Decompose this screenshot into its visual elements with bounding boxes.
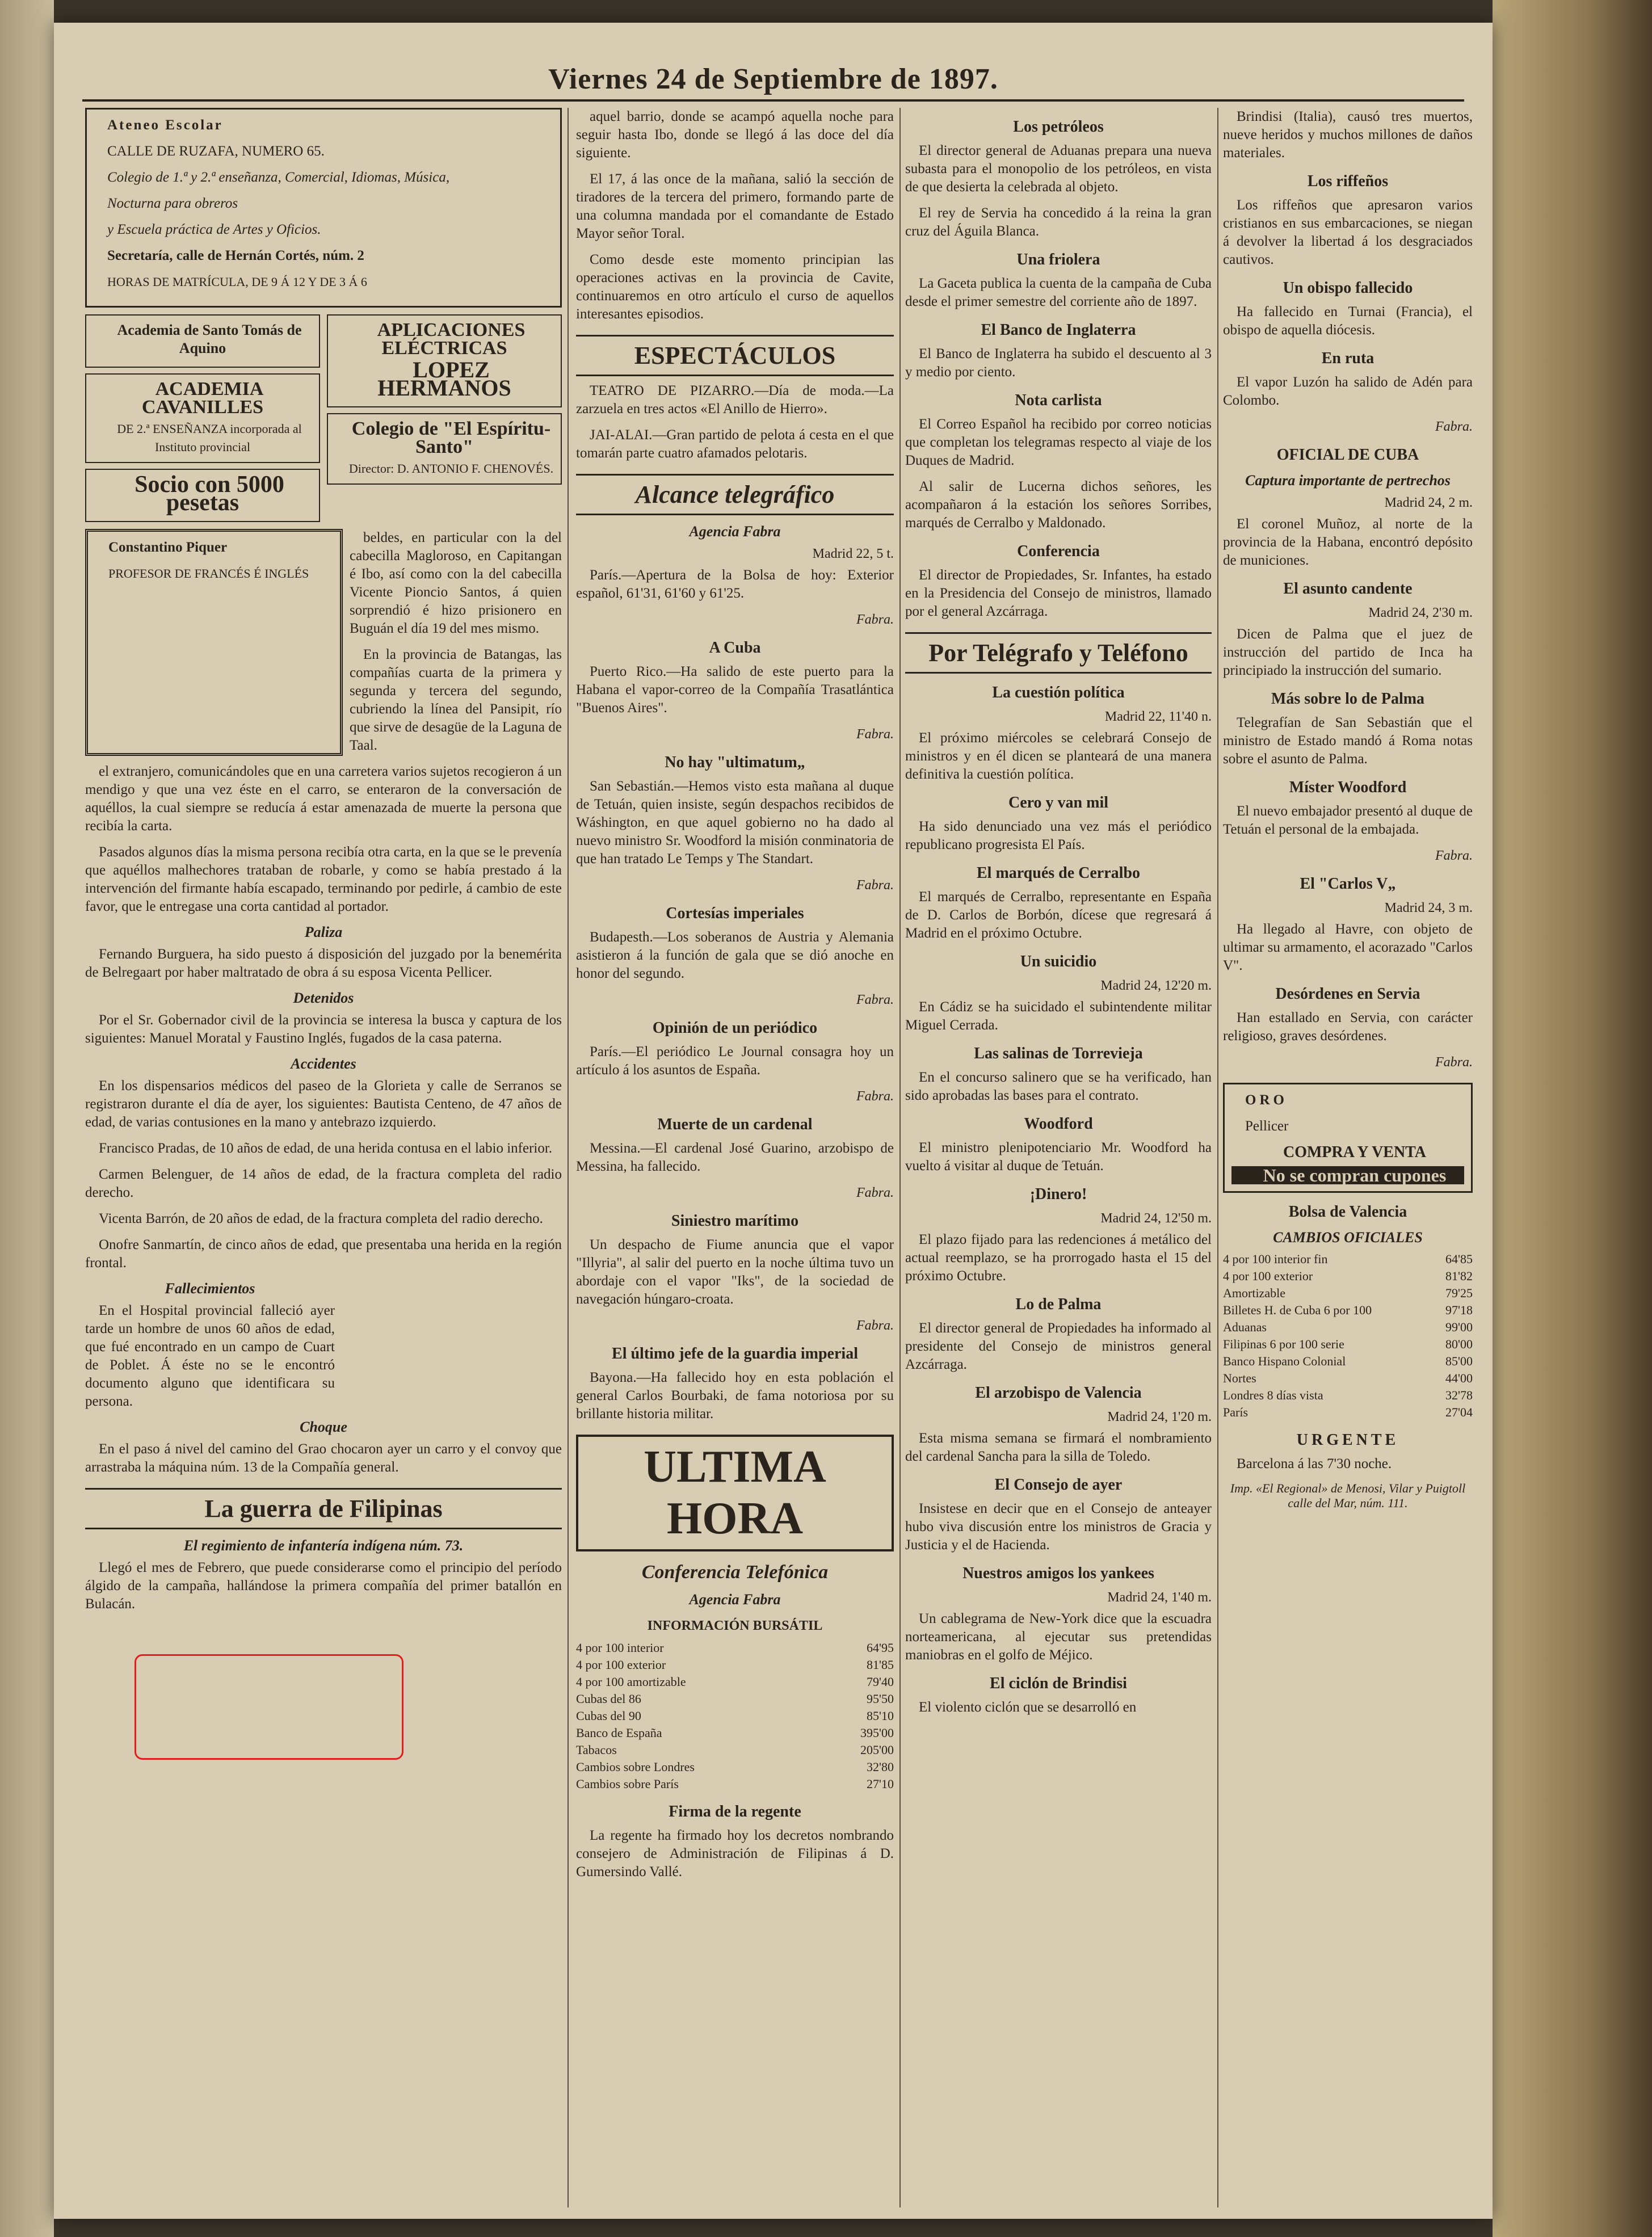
accidentes-heading: Accidentes	[291, 1056, 356, 1072]
friolera-heading: Una friolera	[1016, 251, 1100, 268]
conferencia-heading: Conferencia Telefónica	[641, 1562, 829, 1583]
woodford-heading: Woodford	[1024, 1115, 1093, 1133]
column-3: Los petróleos El director general de Aduanas prepara una nueva subasta para el monopolio de los petróleos, en vista de que desierta la celebrada al objeto. El rey de Servia ha concedido á la reina la gran cruz del Águila Blanca. Una friolera La Gaceta publica la cuenta de la campaña de Cuba desde el primer semestre del corriente año de 1897. El Banco de Inglaterra El Banco de Inglaterra ha subido el descuento al 3 y medio por ciento. Nota carlista El Correo Español ha recibido por correo noticias que completan los telegramas respecto al viaje de los Duques de Madrid. Al salir de Lucerna dichos señores, les acompañaron á la estación los señores Sorribes, marqués de Cerralbo y Maldonado. Conferencia El director de Propiedades, Sr. Infantes, ha estado en la Presidencia del Consejo de ministros, llamado por el general Azcárraga. Por Telégrafo y Teléfono La cuestión política Madrid 22, 11'40 n. El próximo miércoles se celebrará Consejo de ministros y en él dicen se planteará de una manera definitiva la cuestión política. Cero y van mil Ha sido denunciado una vez más el periódico republicano progresista El País. El marqués de Cerralbo El marqués de Cerralbo, representante en España de D. Carlos de Borbón, dícese que regresará á Madrid en el próximo Octubre. Un suicidio Madrid 24, 12'20 m. En Cádiz se ha suicidado el subintendente militar Miguel Cerrada. Las salinas de Torrevieja En el concurso salinero que se ha verificado, han sido aprobadas las bases para el contrato. Woodford El ministro plenipotenciario Mr. Woodford ha vuelto á visitar al duque de Tetuán. ¡Dinero! Madrid 24, 12'50 m. El plazo fijado para las redenciones á metálico del actual reemplazo, se ha prorrogado hasta el 15 del próximo Octubre. Lo de Palma El director general de Propiedades ha informado al presidente del Consejo de ministros general Azcárraga. El arzobispo de Valencia Madrid 24, 1'20 m. Esta misma semana se firmará el nombramiento del cardenal Sancha para la silla de Toledo. El Consejo de ayer Insistese en decir que en el Consejo de anteayer hubo viva discusión entre los ministros de Gracia y Justicia y el de Hacienda. Nuestros amigos los yankees Madrid 24, 1'40 m. Un cablegrama de New-York dice que la escuadra norteamericana, al ejecutar sus pretendidas maniobras en el golfo de Méjico. El ciclón de Brindisi El violento ciclón que se desarrolló en	[905, 118, 1212, 1715]
academia-santo-tomas-title: Academia de Santo Tomás de Aquino	[117, 322, 302, 356]
fallecimientos-item	[85, 1280, 335, 1411]
desordenes-heading: Desórdenes en Servia	[1275, 985, 1420, 1003]
no-hay-ultimatum-heading: No hay "ultimatum„	[665, 754, 805, 771]
socio-title: Socio con 5000 pesetas	[134, 472, 284, 516]
academia-cavanilles-title: ACADEMIA CAVANILLES	[141, 379, 264, 418]
ateneo-line1: Colegio de 1.ª y 2.ª enseñanza, Comercial, Idiomas, Música,	[107, 170, 450, 185]
cortesias-heading: Cortesías imperiales	[666, 905, 804, 922]
market-value: 44'00	[1445, 1371, 1473, 1385]
market-row	[576, 1708, 894, 1725]
pellicer-title: Pellicer	[1245, 1118, 1289, 1134]
arzobispo-heading: El arzobispo de Valencia	[975, 1384, 1142, 1402]
market-row	[576, 1725, 894, 1742]
market-row	[576, 1639, 894, 1656]
market-value: 80'00	[1445, 1337, 1473, 1351]
ateneo-address: CALLE DE RUZAFA, NUMERO 65.	[107, 144, 325, 159]
imprenta-footer: Imp. «El Regional» de Menosi, Vilar y Puigtoll calle del Mar, núm. 111.	[1230, 1481, 1466, 1510]
market-value: 79'25	[1445, 1286, 1473, 1300]
market-value: 95'50	[867, 1692, 894, 1706]
compra-venta: COMPRA Y VENTA	[1283, 1143, 1426, 1161]
market-value: 85'10	[867, 1709, 894, 1723]
banco-heading: El Banco de Inglaterra	[981, 321, 1136, 339]
market-row	[1223, 1302, 1473, 1319]
market-value: 64'95	[867, 1641, 894, 1655]
cero-heading: Cero y van mil	[1008, 794, 1109, 811]
ateneo-secretaria: Secretaría, calle de Hernán Cortés, núm. 2	[107, 248, 364, 263]
left-ads-stack	[85, 314, 320, 522]
oro-title: ORO	[1245, 1092, 1288, 1108]
marques-heading: El marqués de Cerralbo	[976, 864, 1141, 882]
market-label: 4 por 100 interior	[576, 1641, 664, 1655]
agencia-fabra-2: Agencia Fabra	[689, 1591, 781, 1608]
market-value: 79'40	[867, 1675, 894, 1689]
guerra-filipinas-heading: La guerra de Filipinas	[85, 1488, 562, 1529]
market-value: 99'00	[1445, 1320, 1473, 1334]
fallecimientos-text: En el Hospital provincial falleció ayer tarde un hombre de unos 60 años de edad, que fué encontrado en un campo de Cuart de Poblet. Á éste no se le encontró documento alguno que identificara su persona.	[85, 1303, 335, 1409]
consejo-heading: El Consejo de ayer	[994, 1476, 1123, 1494]
market-row	[576, 1742, 894, 1759]
column-1: Ateneo Escolar CALLE DE RUZAFA, NUMERO 65. Colegio de 1.ª y 2.ª enseñanza, Comercial, Idiomas, Música, Nocturna para obreros y Escuela práctica de Artes y Oficios. Secretaría, calle de Hernán Cortés, núm. 2 HORAS DE MATRÍCULA, DE 9 Á 12 Y DE 3 Á 6 Academia de Santo Tomás de Aquino ACADEMIA CAVANILLES DE 2.ª ENSEÑANZA incorporada al Instituto provincial Socio con 5000 pesetas APLICACIONES ELÉCTRICAS LOPEZ HERMANOS Colegio de "El Espíritu-Santo" Director: D. ANTONIO F. CHENOVÉS. Constantino Piquer PROFESOR DE FRANCÉS É INGLÉS beldes, en particular con la del cabecilla Magloroso, en Capitangan é Ibo, así como con la del cabecilla Vicente Pioncio Santos, á quien sorprendió é hizo prisionero en Buguán el día 19 del mes mismo. En la provincia de Batangas, las compañías cuarta de la primera y segunda y tercera del segundo, cubriendo la línea del Pansipit, río que sirve de desagüe de la Laguna de Taal. el extranjero, comunicándoles que en una carretera varios sujetos recogieron á un mendigo y que una vez éste en el carro, se enteraron de la conversación de aquéllos, la cual siempre se reducía á estar amenazada de muerte la persona que recibía la carta. Pasados algunos días la misma persona recibía otra carta, en la que se le prevenía que aquéllos malhechores trataban de robarle, y como se había prestado á la intervención del firmante había escapado, terminando por pedirle, á cambio de este favor, que le entregase una corta cantidad al portador. Paliza Fernando Burguera, ha sido puesto á disposición del juzgado por la benemérita de Belregaart por haber maltratado de obra á su esposa Vicenta Pellicer. Detenidos Por el Sr. Gobernador civil de la provincia se interesa la busca y captura de los siguientes: Manuel Moratal y Faustino Inglés, fugados de la casa paterna. Accidentes En los dispensarios médicos del paseo de la Glorieta y calle de Serranos se registraron durante el día de ayer, los siguientes: Bautista Centeno, de 47 años de edad, de varias contusiones en la mano y antebrazo izquierdo. Francisco Pradas, de 10 años de edad, de una herida contusa en el labio inferior. Carmen Belenguer, de 14 años de edad, de la fractura completa del radio derecho. Vicenta Barrón, de 20 años de edad, de la fractura completa del radio derecho. Onofre Sanmartín, de cinco años de edad, que presentaba una herida en la región frontal. Fallecimientos En el Hospital provincial falleció ayer tarde un hombre de unos 60 años de edad, que fué encontrado en un campo de Cuart de Poblet. Á éste no se le encontró documento alguno que identificara su persona. Choque En el paso á nivel del camino del Grao chocaron ayer un carro y el convoy que arrastraba la máquina núm. 13 de la Compañía general. La guerra de Filipinas El regimiento de infantería indígena núm. 73. Llegó el mes de Febrero, que puede considerarse como el principio del período álgido de la campaña, hallándose la primera compañía del primer batallón en Bulacán.	[85, 108, 562, 2207]
market-label: París	[1223, 1405, 1248, 1419]
market-value: 64'85	[1445, 1252, 1473, 1266]
market-row	[1223, 1370, 1473, 1387]
market-label: Banco de España	[576, 1726, 662, 1740]
market-label: Cambios sobre Londres	[576, 1760, 695, 1774]
valencia-table	[1223, 1251, 1473, 1421]
piquer-row	[85, 529, 562, 763]
urgente-heading: URGENTE	[1296, 1431, 1399, 1449]
dateline-rule	[82, 99, 1464, 102]
riffenos-heading: Los riffeños	[1307, 173, 1389, 190]
paliza-heading: Paliza	[304, 924, 343, 940]
mas-palma-heading: Más sobre lo de Palma	[1271, 690, 1425, 708]
market-value: 81'82	[1445, 1269, 1473, 1283]
dateline: Viernes 24 de Septiembre de 1897.	[548, 63, 998, 95]
academia-santo-tomas-ad	[85, 314, 320, 368]
column-4: Brindisi (Italia), causó tres muertos, nueve heridos y muchos millones de daños materiales. Los riffeños Los riffeños que apresaron varios cristianos en sus embarcaciones, se niegan á devolver la libertad á los desgraciados cautivos. Un obispo fallecido Ha fallecido en Turnai (Francia), el obispo de aquella diócesis. En ruta El vapor Luzón ha salido de Adén para Colombo. Fabra. OFICIAL DE CUBA Captura importante de pertrechos Madrid 24, 2 m. El coronel Muñoz, al norte de la provincia de la Habana, encontró depósito de municiones. El asunto candente Madrid 24, 2'30 m. Dicen de Palma que el juez de instrucción del partido de Inca ha principiado la instrucción del sumario. Más sobre lo de Palma Telegrafían de San Sebastián que el ministro de Estado mandó á Roma notas sobre el asunto de Palma. Míster Woodford El nuevo embajador presentó al duque de Tetuán el personal de la embajada. Fabra. El "Carlos V„ Madrid 24, 3 m. Ha llegado al Havre, con objeto de ultimar su armamento, el acorazado "Carlos V". Desórdenes en Servia Han estallado en Servia, con carácter religioso, graves desórdenes. Fabra. ORO Pellicer COMPRA Y VENTA No se compran cupones Bolsa de Valencia CAMBIOS OFICIALES 4 por 100 interior fin 64'85 4 por 100 exterior 81'82 Amortizable 79'25 Billetes H. de Cuba 6 por 100 97'18 Aduanas 99'00 Filipinas 6 por 100 serie 80'00 Banco Hispano Colonial 85'00 Nortes 44'00 Londres 8 días vista 32'78 París 27'04 URGENTE Barcelona á las 7'30 noche. Imp. «El Regional» de Menosi, Vilar y Puigtoll calle del Mar, núm. 111.	[1223, 109, 1473, 1510]
market-label: Cubas del 86	[576, 1692, 641, 1706]
academia-cavanilles-sub: DE 2.ª ENSEÑANZA incorporada al Instituto provincial	[117, 422, 302, 454]
bursatil-table	[576, 1639, 894, 1793]
colegio-title: Colegio de "El Espíritu-Santo"	[351, 418, 551, 457]
piquer-sub: PROFESOR DE FRANCÉS É INGLÉS	[108, 566, 309, 581]
carlos-heading: El "Carlos V„	[1300, 875, 1396, 893]
market-label: Aduanas	[1223, 1320, 1267, 1334]
agencia-heading: Agencia Fabra	[689, 523, 781, 540]
market-row	[1223, 1387, 1473, 1404]
ciclon-heading: El ciclón de Brindisi	[990, 1675, 1127, 1692]
socio-ad	[85, 469, 320, 522]
regimiento-heading: El regimiento de infantería indígena núm. 73.	[183, 1537, 464, 1554]
a-cuba-heading: A Cuba	[709, 639, 761, 657]
choque-heading: Choque	[300, 1419, 347, 1435]
dinero-heading: ¡Dinero!	[1029, 1185, 1087, 1203]
piquer-ad	[85, 529, 343, 756]
market-value: 395'00	[860, 1726, 894, 1740]
market-row	[576, 1759, 894, 1776]
market-row	[576, 1673, 894, 1691]
amigos-heading: Nuestros amigos los yankees	[962, 1565, 1154, 1582]
market-value: 32'80	[867, 1760, 894, 1774]
market-label: Filipinas 6 por 100 serie	[1223, 1337, 1344, 1351]
market-value: 85'00	[1445, 1354, 1473, 1368]
ateneo-ad	[85, 108, 562, 308]
conferencia-heading-col3: Conferencia	[1017, 543, 1100, 560]
piquer-title: Constantino Piquer	[108, 540, 228, 555]
petroleos-heading: Los petróleos	[1013, 118, 1104, 136]
market-row	[1223, 1319, 1473, 1336]
market-row	[1223, 1285, 1473, 1302]
oficial-heading: OFICIAL DE CUBA	[1276, 446, 1419, 464]
academia-cavanilles-ad	[85, 373, 320, 463]
market-label: 4 por 100 amortizable	[576, 1675, 686, 1689]
opinion-heading: Opinión de un periódico	[652, 1019, 818, 1037]
telegrafo-heading: Por Telégrafo y Teléfono	[905, 632, 1212, 674]
market-row	[1223, 1268, 1473, 1285]
column-2: aquel barrio, donde se acampó aquella noche para seguir hasta Ibo, donde se llegó á las doce del día siguiente. El 17, á las once de la mañana, salió la sección de tiradores de la tercera del primero, formando parte de una columna mandada por el comandante de Estado Mayor señor Toral. Como desde este momento principian las operaciones activas en la provincia de Cavite, continuaremos en otro artículo el curso de aquellos interesantes episodios. ESPECTÁCULOS TEATRO DE PIZARRO.—Día de moda.—La zarzuela en tres actos «El Anillo de Hierro». JAI-ALAI.—Gran partido de pelota á cesta en el que tomarán parte cuatro afamados pelotaris. Alcance telegráfico Agencia Fabra Madrid 22, 5 t. París.—Apertura de la Bolsa de hoy: Exterior español, 61'31, 61'60 y 61'25. Fabra. A Cuba Puerto Rico.—Ha salido de este puerto para la Habana el vapor-correo de la Compañía Trasatlántica "Buenos Aires". Fabra. No hay "ultimatum„ San Sebastián.—Hemos visto esta mañana al duque de Tetuán, quien insiste, según despachos recibidos de Wáshington, en que aquel gobierno no ha dado al nuevo ministro Sr. Woodford la misión conminatoria de que han tratado Le Temps y The Standart. Fabra. Cortesías imperiales Budapesth.—Los soberanos de Austria y Alemania asistieron á la función de gala que se dió anoche en honor del segundo. Fabra. Opinión de un periódico París.—El periódico Le Journal consagra hoy un artículo á los asuntos de España. Fabra. Muerte de un cardenal Messina.—El cardenal José Guarino, arzobispo de Messina, ha fallecido. Fabra. Siniestro marítimo Un despacho de Fiume anuncia que el vapor "Illyria", al salir del puerto en la noche última tuvo un abordaje con el vapor "Iks", de la sociedad de navegación húngaro-croata. Fabra. El último jefe de la guardia imperial Bayona.—Ha fallecido hoy en esta población el general Carlos Bourbaki, de fama notoriosa por su brillante historia militar. ULTIMA HORA Conferencia Telefónica Agencia Fabra INFORMACIÓN BURSÁTIL 4 por 100 interior 64'95 4 por 100 exterior 81'85 4 por 100 amortizable 79'40 Cubas del 86 95'50 Cubas del 90 85'10 Banco de España 395'00 Tabacos 205'00 Cambios sobre Londres 32'80 Cambios sobre París 27'10 Firma de la regente La regente ha firmado hoy los decretos nombrando consejero de Administración de Filipinas á D. Gumersindo Vallé.	[576, 109, 894, 1879]
market-row	[1223, 1353, 1473, 1370]
small-ads-row	[85, 314, 562, 522]
market-label: 4 por 100 interior fin	[1223, 1252, 1328, 1266]
aplicaciones-ad	[327, 314, 562, 407]
market-label: 4 por 100 exterior	[1223, 1269, 1313, 1283]
ultima-hora-heading: ULTIMA HORA	[576, 1435, 894, 1551]
ateneo-title: Ateneo Escolar	[107, 117, 223, 133]
fallecimientos-heading: Fallecimientos	[165, 1280, 255, 1297]
alcance-heading: Alcance telegráfico	[576, 474, 894, 515]
bolsa-heading: Bolsa de Valencia	[1288, 1203, 1407, 1221]
ateneo-line2: Nocturna para obreros	[107, 196, 238, 211]
market-value: 205'00	[860, 1743, 894, 1757]
market-row	[576, 1656, 894, 1673]
oro-pellicer-ad	[1223, 1083, 1473, 1193]
dateline-1: Madrid 22, 5 t.	[812, 546, 894, 561]
siniestro-heading: Siniestro marítimo	[671, 1212, 799, 1230]
market-value: 81'85	[867, 1658, 894, 1672]
ateneo-horas: HORAS DE MATRÍCULA, DE 9 Á 12 Y DE 3 Á 6	[107, 275, 367, 289]
market-label: Cambios sobre París	[576, 1777, 679, 1791]
market-label: Tabacos	[576, 1743, 617, 1757]
newspaper-page	[54, 23, 1493, 2219]
market-value: 27'04	[1445, 1405, 1473, 1419]
no-compran: No se compran cupones	[1231, 1166, 1464, 1184]
salinas-heading: Las salinas de Torrevieja	[974, 1045, 1143, 1062]
market-row	[1223, 1251, 1473, 1268]
cambios-heading: CAMBIOS OFICIALES	[1273, 1229, 1423, 1246]
binding-left-edge	[0, 0, 54, 2237]
muerte-heading: Muerte de un cardenal	[657, 1116, 813, 1133]
market-value: 97'18	[1445, 1303, 1473, 1317]
column-rule	[899, 108, 901, 2207]
detenidos-heading: Detenidos	[293, 990, 354, 1006]
market-value: 32'78	[1445, 1388, 1473, 1402]
fallecimientos-highlight	[134, 1654, 403, 1760]
suicidio-heading: Un suicidio	[1020, 953, 1097, 970]
palma-heading: Lo de Palma	[1015, 1296, 1102, 1313]
market-label: Banco Hispano Colonial	[1223, 1354, 1346, 1368]
en-ruta-heading: En ruta	[1321, 350, 1374, 367]
market-row	[1223, 1404, 1473, 1421]
market-row	[576, 1776, 894, 1793]
informacion-bursatil-heading: INFORMACIÓN BURSÁTIL	[647, 1618, 823, 1633]
colegio-director: Director: D. ANTONIO F. CHENOVÉS.	[348, 461, 554, 476]
cuestion-heading: La cuestión política	[992, 684, 1125, 701]
market-label: Londres 8 días vista	[1223, 1388, 1323, 1402]
carlista-heading: Nota carlista	[1015, 392, 1102, 409]
right-ads-stack	[327, 314, 562, 522]
binding-right-edge	[1493, 0, 1652, 2237]
asunto-heading: El asunto candente	[1283, 580, 1413, 598]
ateneo-line3: y Escuela práctica de Artes y Oficios.	[107, 222, 321, 237]
obispo-heading: Un obispo fallecido	[1283, 279, 1413, 297]
market-row	[576, 1691, 894, 1708]
aplicaciones-title: APLICACIONES ELÉCTRICAS	[377, 319, 526, 359]
captura-heading: Captura importante de pertrechos	[1245, 472, 1451, 489]
market-label: Cubas del 90	[576, 1709, 641, 1723]
market-label: 4 por 100 exterior	[576, 1658, 666, 1672]
market-row	[1223, 1336, 1473, 1353]
column-rule	[568, 108, 569, 2207]
lopez-title: LOPEZ HERMANOS	[377, 357, 511, 401]
column-1-body-top: beldes, en particular con la del cabecilla Magloroso, en Capitangan é Ibo, así como con la del cabecilla Vicente Pioncio Santos, á quien sorprendió é hizo prisionero en Buguán el día 19 del mes mismo. En la provincia de Batangas, las compañías cuarta de la primera y segunda y tercera del segundo, cubriendo la línea del Pansipit, río que sirve de desagüe de la Laguna de Taal.	[350, 530, 562, 753]
mister-heading: Míster Woodford	[1289, 779, 1407, 796]
firma-heading: Firma de la regente	[669, 1803, 801, 1820]
market-label: Billetes H. de Cuba 6 por 100	[1223, 1303, 1372, 1317]
colegio-ad	[327, 413, 562, 485]
market-value: 27'10	[867, 1777, 894, 1791]
espectaculos-heading: ESPECTÁCULOS	[576, 335, 894, 376]
ultimo-jefe-heading: El último jefe de la guardia imperial	[612, 1345, 858, 1363]
market-label: Amortizable	[1223, 1286, 1285, 1300]
market-label: Nortes	[1223, 1371, 1256, 1385]
column-rule	[1217, 108, 1218, 2207]
